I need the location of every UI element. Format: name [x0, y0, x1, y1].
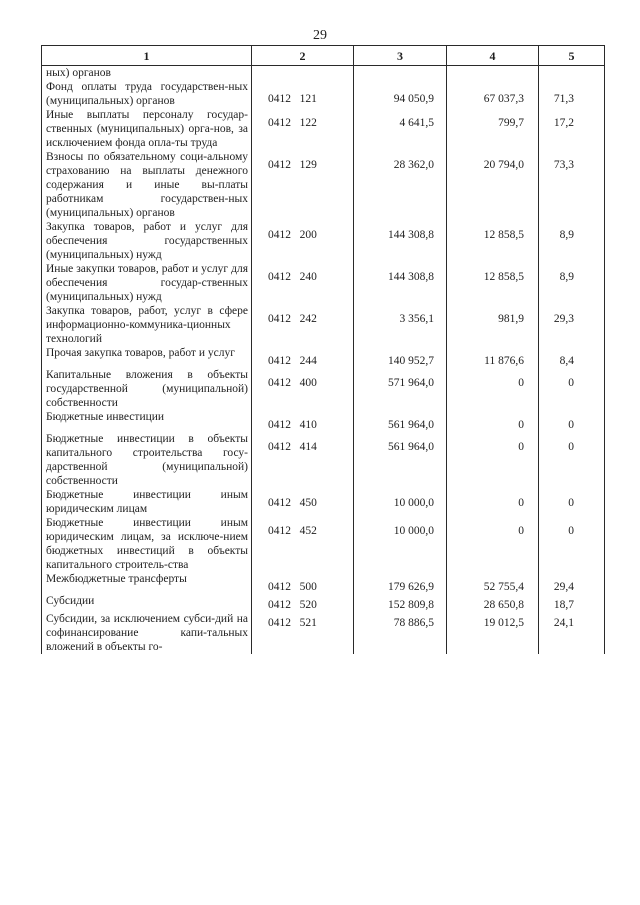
- row-plan-cell: 561 964,0: [354, 432, 447, 488]
- table-row: [42, 262, 605, 304]
- row-plan-cell: 144 308,8: [354, 220, 447, 262]
- row-plan-cell: 179 626,9: [354, 572, 447, 594]
- row-percent-cell: 17,2: [539, 108, 605, 150]
- row-percent-cell: 18,7: [539, 594, 605, 612]
- table-row: [42, 150, 605, 220]
- table-row: [42, 516, 605, 572]
- row-actual-cell: 11 876,6: [447, 346, 539, 368]
- table-row: [42, 488, 605, 516]
- row-actual-cell: 12 858,5: [447, 262, 539, 304]
- row-plan-cell: 144 308,8: [354, 262, 447, 304]
- row-actual-cell: 20 794,0: [447, 150, 539, 220]
- row-percent-cell: 71,3: [539, 80, 605, 108]
- budget-table: [41, 45, 605, 654]
- row-name-cell: Бюджетные инвестиции иным юридическим лицам, за исключе-нием бюджетных инвестиций в объекты капитального строитель-ства: [42, 516, 252, 572]
- table-row: [42, 410, 605, 432]
- row-plan-cell: [354, 66, 447, 81]
- row-code-cell: 0412 520: [252, 594, 354, 612]
- row-name-cell: Прочая закупка товаров, работ и услуг: [42, 346, 252, 368]
- row-actual-cell: 0: [447, 432, 539, 488]
- row-code-cell: 0412 500: [252, 572, 354, 594]
- row-actual-cell: 0: [447, 410, 539, 432]
- row-actual-cell: 67 037,3: [447, 80, 539, 108]
- table-row: [42, 594, 605, 612]
- row-actual-cell: 0: [447, 516, 539, 572]
- row-code-cell: 0412 200: [252, 220, 354, 262]
- row-percent-cell: 0: [539, 432, 605, 488]
- table-row: [42, 572, 605, 594]
- row-actual-cell: 52 755,4: [447, 572, 539, 594]
- row-plan-cell: 10 000,0: [354, 488, 447, 516]
- row-name-cell: Субсидии, за исключением субси-дий на софинансирование капи-тальных вложений в объекты го-: [42, 612, 252, 654]
- row-actual-cell: [447, 66, 539, 81]
- row-plan-cell: 4 641,5: [354, 108, 447, 150]
- row-actual-cell: 799,7: [447, 108, 539, 150]
- row-code-cell: 0412 410: [252, 410, 354, 432]
- row-plan-cell: 94 050,9: [354, 80, 447, 108]
- row-code-cell: 0412 122: [252, 108, 354, 150]
- row-percent-cell: 0: [539, 368, 605, 410]
- row-code-cell: 0412 244: [252, 346, 354, 368]
- row-percent-cell: [539, 66, 605, 81]
- row-code-cell: 0412 121: [252, 80, 354, 108]
- row-actual-cell: 0: [447, 488, 539, 516]
- row-name-cell: Взносы по обязательному соци-альному страхованию на выплаты денежного содержания и иные вы-платы работникам государствен-ных (муниципальных) органов: [42, 150, 252, 220]
- row-name-cell: Иные закупки товаров, работ и услуг для обеспечения государ-ственных (муниципальных) нужд: [42, 262, 252, 304]
- row-name-cell: Закупка товаров, работ и услуг для обеспечения государственных (муниципальных) нужд: [42, 220, 252, 262]
- row-code-cell: 0412 129: [252, 150, 354, 220]
- row-code-cell: 0412 452: [252, 516, 354, 572]
- row-plan-cell: 3 356,1: [354, 304, 447, 346]
- row-code-cell: 0412 242: [252, 304, 354, 346]
- row-code-cell: 0412 521: [252, 612, 354, 654]
- page-number: 29: [313, 28, 327, 43]
- table-row: [42, 432, 605, 488]
- row-percent-cell: 8,9: [539, 262, 605, 304]
- row-percent-cell: 8,4: [539, 346, 605, 368]
- row-percent-cell: 0: [539, 410, 605, 432]
- table-row: [42, 66, 605, 81]
- row-percent-cell: 29,4: [539, 572, 605, 594]
- row-name-cell: Субсидии: [42, 594, 252, 612]
- row-name-cell: Бюджетные инвестиции: [42, 410, 252, 432]
- row-plan-cell: 28 362,0: [354, 150, 447, 220]
- row-name-cell: Иные выплаты персоналу государ-ственных (муниципальных) орга-нов, за исключением фонда опла-ты труда: [42, 108, 252, 150]
- row-actual-cell: 19 012,5: [447, 612, 539, 654]
- table-row: [42, 368, 605, 410]
- row-plan-cell: 140 952,7: [354, 346, 447, 368]
- header-col-5: 5: [539, 46, 605, 66]
- header-col-3: 3: [354, 46, 447, 66]
- row-name-cell: Межбюджетные трансферты: [42, 572, 252, 594]
- row-percent-cell: 0: [539, 516, 605, 572]
- header-col-2: 2: [252, 46, 354, 66]
- row-percent-cell: 73,3: [539, 150, 605, 220]
- row-code-cell: 0412 414: [252, 432, 354, 488]
- row-name-cell: Фонд оплаты труда государствен-ных (муниципальных) органов: [42, 80, 252, 108]
- table-row: [42, 304, 605, 346]
- row-code-cell: 0412 400: [252, 368, 354, 410]
- row-code-cell: 0412 450: [252, 488, 354, 516]
- table-row: [42, 80, 605, 108]
- row-plan-cell: 78 886,5: [354, 612, 447, 654]
- header-col-1: 1: [42, 46, 252, 66]
- row-actual-cell: 0: [447, 368, 539, 410]
- header-col-4: 4: [447, 46, 539, 66]
- row-percent-cell: 24,1: [539, 612, 605, 654]
- row-name-cell: Капитальные вложения в объекты государственной (муниципальной) собственности: [42, 368, 252, 410]
- row-name-cell: Бюджетные инвестиции иным юридическим лицам: [42, 488, 252, 516]
- row-plan-cell: 152 809,8: [354, 594, 447, 612]
- row-actual-cell: 28 650,8: [447, 594, 539, 612]
- row-plan-cell: 10 000,0: [354, 516, 447, 572]
- table-row: [42, 612, 605, 654]
- table-row: [42, 346, 605, 368]
- row-percent-cell: 0: [539, 488, 605, 516]
- row-plan-cell: 571 964,0: [354, 368, 447, 410]
- row-plan-cell: 561 964,0: [354, 410, 447, 432]
- table-row: [42, 220, 605, 262]
- row-name-cell: Бюджетные инвестиции в объекты капитального строительства госу-дарственной (муниципальной) собственности: [42, 432, 252, 488]
- row-code-cell: [252, 66, 354, 81]
- row-percent-cell: 8,9: [539, 220, 605, 262]
- table-row: [42, 108, 605, 150]
- row-code-cell: 0412 240: [252, 262, 354, 304]
- row-actual-cell: 12 858,5: [447, 220, 539, 262]
- header-row: [42, 46, 605, 66]
- row-name-cell: Закупка товаров, работ, услуг в сфере информационно-коммуника-ционных технологий: [42, 304, 252, 346]
- row-name-cell: ных) органов: [42, 66, 252, 81]
- row-percent-cell: 29,3: [539, 304, 605, 346]
- row-actual-cell: 981,9: [447, 304, 539, 346]
